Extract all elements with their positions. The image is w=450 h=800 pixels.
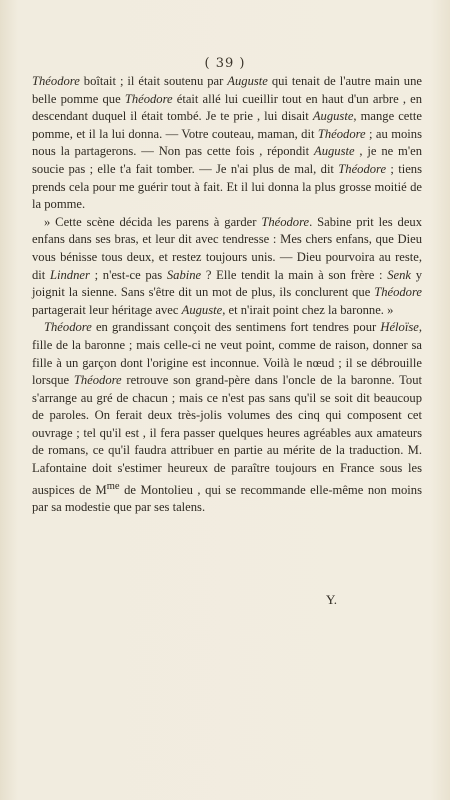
signature: Y. — [326, 592, 337, 607]
italic-name: Senk — [387, 267, 412, 282]
italic-name: Théodore — [374, 285, 422, 300]
italic-name: Sabine — [166, 267, 202, 282]
page-text — [32, 73, 422, 517]
text-run: boîtait ; il était soutenu par — [79, 74, 228, 88]
text-run: était allé lui cueillir tout en haut d'un arbre , en descendant duquel il était tombé. Je te prie , lui disait — [32, 91, 422, 124]
paragraph-2 — [32, 214, 422, 320]
italic-name: Héloïse — [380, 320, 419, 335]
text-run: , mange cette pomme, et il la lui donna. — Votre couteau, maman, dit — [32, 109, 422, 141]
text-run: partagerait leur héritage avec — [32, 302, 182, 317]
text-run: ; au moins nous la partagerons. — Non pas cette fois , répondit — [32, 126, 422, 159]
text-run: ; n'est-ce pas — [89, 267, 167, 282]
italic-name: Auguste — [181, 302, 223, 317]
italic-name: Théodore — [32, 74, 80, 88]
italic-name: Théodore — [124, 91, 173, 106]
paragraph-3 — [32, 319, 422, 517]
italic-name: Théodore — [44, 320, 92, 335]
italic-name: Théodore — [73, 373, 122, 388]
italic-name: Lindner — [50, 267, 90, 282]
text-run: , fille de la baronne ; mais celle-ci ne veut point, comme de raison, donner sa fille à un garçon dont l'origine est inconnue. Voilà le nœud ; il se débrouille lorsque — [32, 320, 422, 388]
text-run: ; tiens prends cela pour me guérir tout à fait. Et il lui donna la plus grosse moitié de la pomme. — [32, 161, 422, 212]
italic-name: Auguste — [227, 74, 268, 88]
italic-name: Théodore — [317, 126, 366, 141]
italic-name: Auguste — [312, 109, 354, 124]
text-run: ? Elle tendit la main à son frère : — [201, 267, 388, 282]
text-run: de Montolieu , qui se recommande elle-même non moins par sa modestie que par ses talens. — [32, 482, 422, 515]
italic-name: Théodore — [338, 161, 387, 176]
text-run: y joignit la sienne. Sans s'être dit un mot de plus, ils conclurent que — [32, 267, 423, 300]
text-run: , et n'irait point chez la baronne. » — [222, 302, 394, 317]
text-run: » Cette scène décida les parens à garder — [44, 214, 262, 229]
text-run: , je ne m'en soucie pas ; elle t'a fait tomber. — Je n'ai plus de mal, dit — [32, 144, 423, 176]
superscript: me — [106, 480, 120, 492]
italic-name: Théodore — [261, 214, 310, 229]
text-run: retrouve son grand-père dans l'oncle de la baronne. Tout s'arrange au gré de chacun ; mais ce n'est pas sans qu'il se soit dit beaucoup de paroles. On ferait deux très-jolis volumes des cinq qui composent cet ouvrage ; tel qu'il est , il fera passer quelques heures agréables aux amateurs de romans, ce qu'il faudra attribuer en partie au mérite de la traduction. M. Lafontaine doit s'estimer heureux de paraître toujours en France sous les auspices de M — [32, 373, 422, 497]
page-number: ( 39 ) — [204, 56, 246, 71]
paragraph-1 — [32, 73, 422, 214]
text-run: qui tenait de l'autre main une belle pomme que — [32, 74, 422, 106]
italic-name: Auguste — [314, 144, 355, 159]
text-run: en grandissant conçoit des sentimens fort tendres pour — [91, 320, 381, 335]
text-run: . Sabine prit les deux enfans dans ses bras, et leur dit avec tendresse : Mes chers enfans, que Dieu vous bénisse tous deux, et restez toujours unis. — Dieu pourvoira au reste, dit — [32, 214, 423, 282]
